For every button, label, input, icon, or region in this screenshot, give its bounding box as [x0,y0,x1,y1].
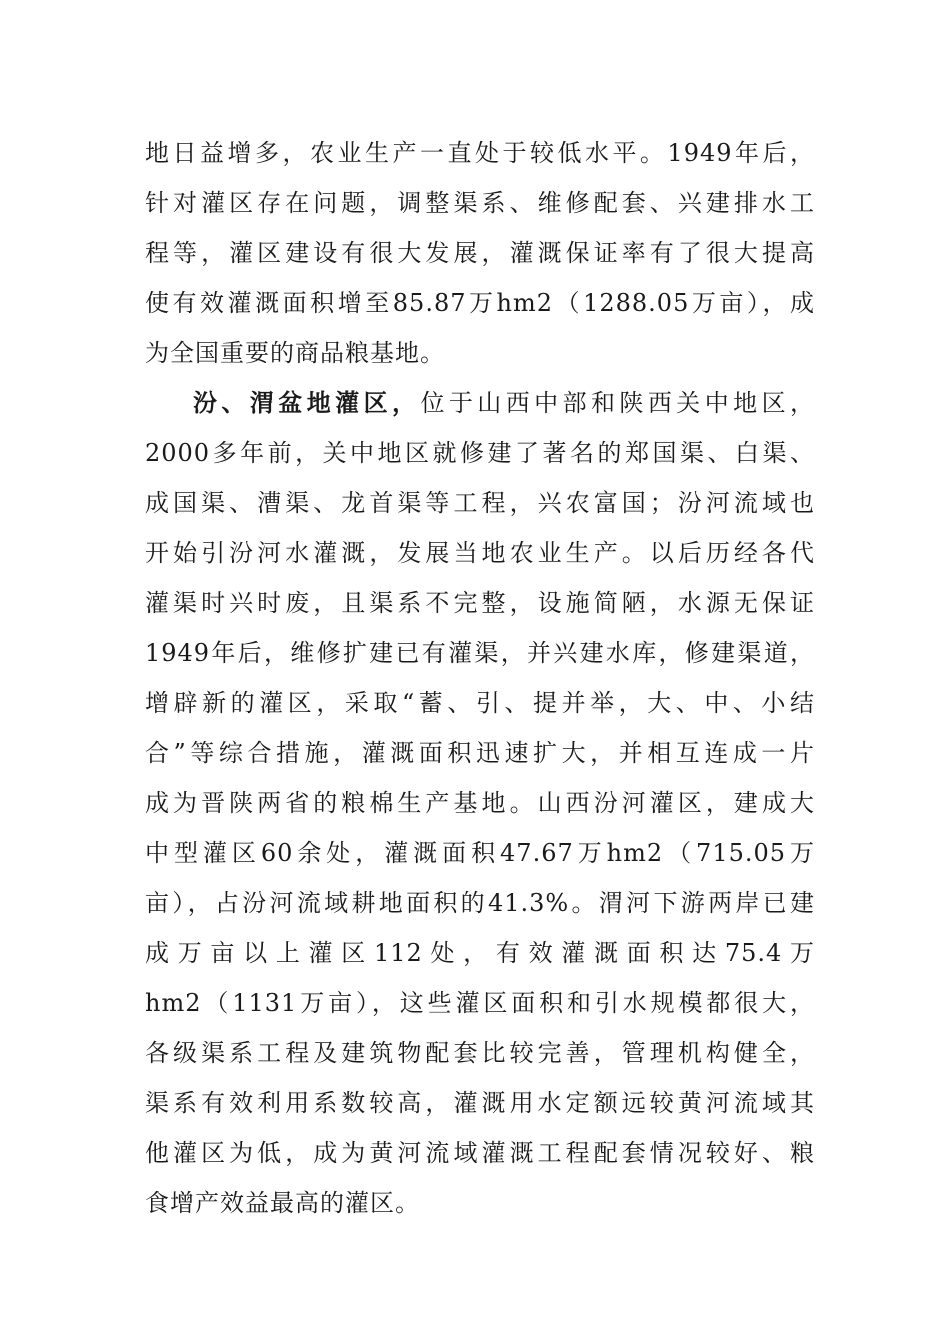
text-line: 合”等综合措施，灌溉面积迅速扩大，并相互连成一片 [145,739,815,767]
paragraph-2 [145,378,815,1228]
section-heading: 汾、渭盆地灌区， [193,388,421,417]
text-line [145,378,815,428]
text-line: 使有效灌溉面积增至85.87万hm2（1288.05万亩），成 [145,289,815,317]
text-line: 为全国重要的商品粮基地。 [145,339,445,367]
text-line: 程等，灌区建设有很大发展，灌溉保证率有了很大提高 [145,239,815,267]
text-line: 1949年后，维修扩建已有灌渠，并兴建水库，修建渠道， [145,639,815,667]
text-line: hm2（1131万亩），这些灌区面积和引水规模都很大， [145,989,815,1017]
text-line: 成万亩以上灌区112处，有效灌溉面积达75.4万 [145,939,815,967]
text-line: 他灌区为低，成为黄河流域灌溉工程配套情况较好、粮 [145,1139,815,1167]
paragraph-1 [145,128,815,378]
text-line: 针对灌区存在问题，调整渠系、维修配套、兴建排水工 [145,189,815,217]
text-line: 2000多年前，关中地区就修建了著名的郑国渠、白渠、 [145,439,815,467]
text-line: 成国渠、漕渠、龙首渠等工程，兴农富国；汾河流域也 [145,489,815,517]
text-line: 各级渠系工程及建筑物配套比较完善，管理机构健全， [145,1039,815,1067]
text-line: 渠系有效利用系数较高，灌溉用水定额远较黄河流域其 [145,1089,815,1117]
text-line: 食增产效益最高的灌区。 [145,1189,420,1217]
heading-line-text: 位于山西中部和陕西关中地区， [420,389,816,417]
text-line: 开始引汾河水灌溉，发展当地农业生产。以后历经各代 [145,539,815,567]
text-line: 成为晋陕两省的粮棉生产基地。山西汾河灌区，建成大 [145,789,815,817]
text-line: 增辟新的灌区，采取“蓄、引、提并举，大、中、小结 [145,689,815,717]
text-line: 地日益增多，农业生产一直处于较低水平。1949年后， [145,139,815,167]
text-line: 中型灌区60余处，灌溉面积47.67万hm2（715.05万 [145,839,815,867]
document-body [145,128,815,1228]
text-line: 亩），占汾河流域耕地面积的41.3%。渭河下游两岸已建 [145,889,815,917]
text-line: 灌渠时兴时废，且渠系不完整，设施简陋，水源无保证 [145,589,815,617]
